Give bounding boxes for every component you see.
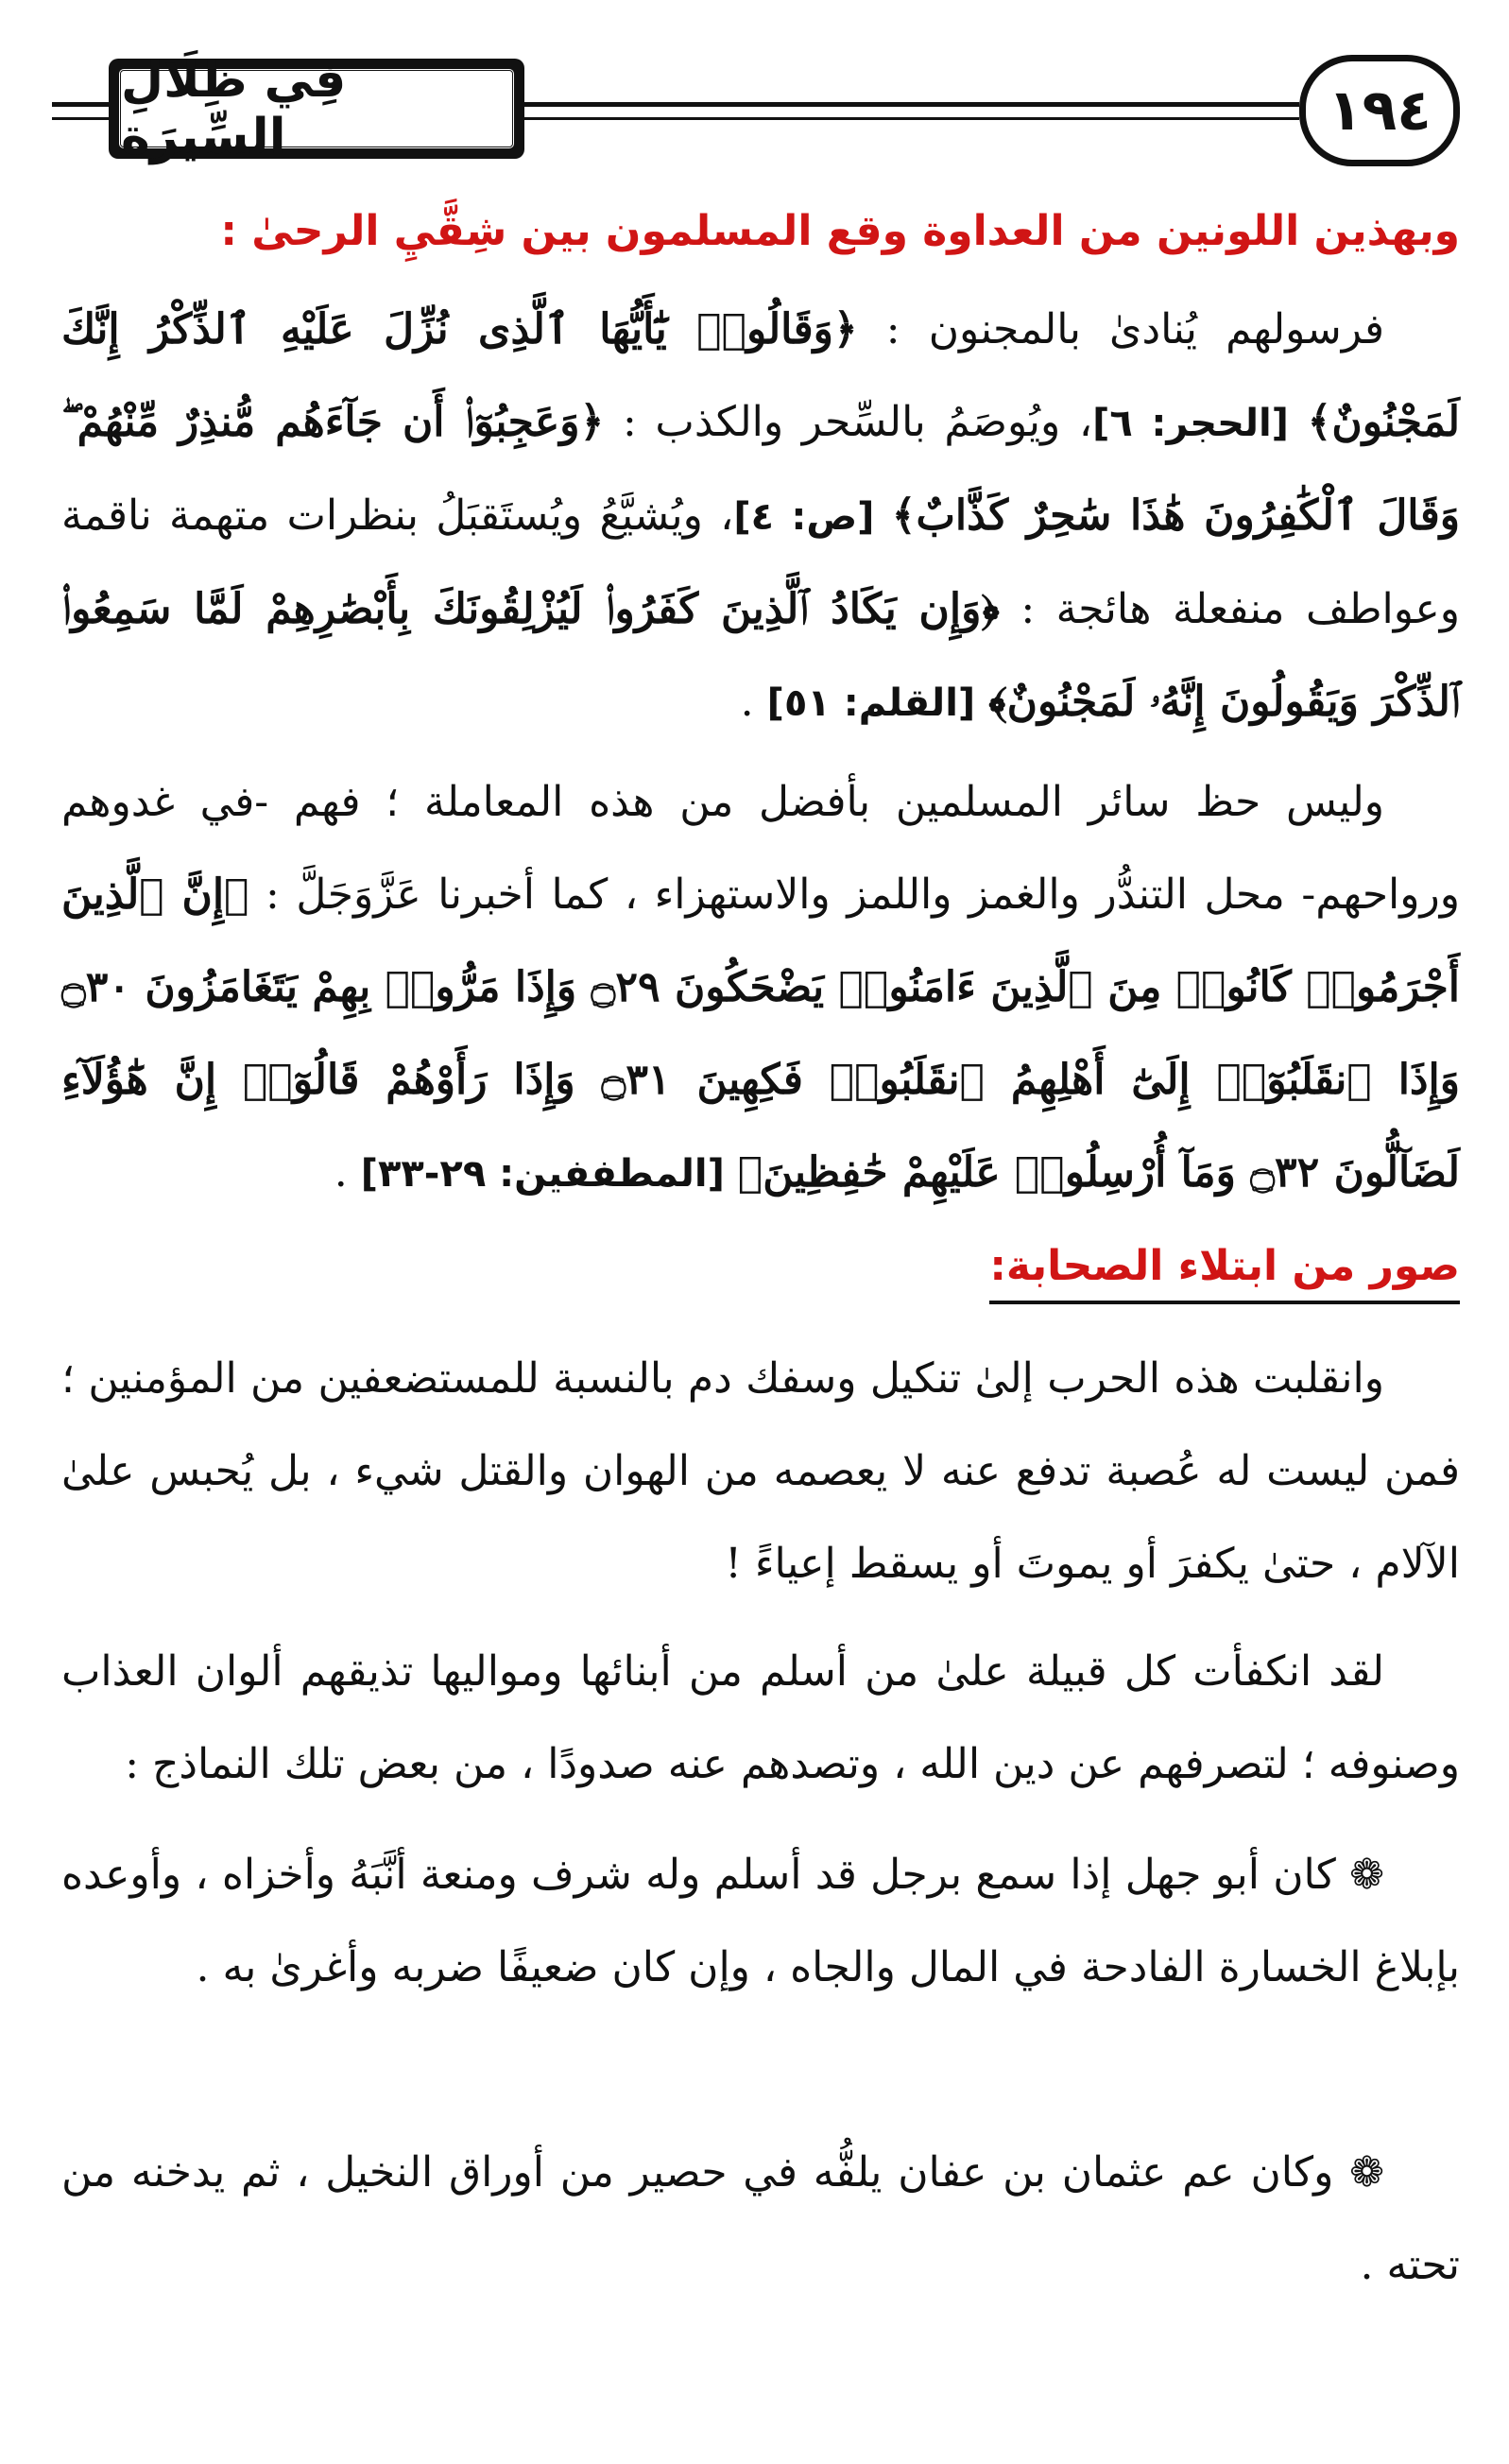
paragraph-text: لقد انكفأت كل قبيلة علىٰ من أسلم من أبنائها ومواليها تذيقهم ألوان العذاب وصنوفه ؛ لتصرفهم عن دين الله ، وتصدهم عنه صدودًا ، من بعض تلك النماذج : bbox=[61, 1647, 1460, 1788]
page-header bbox=[0, 0, 1509, 165]
quran-verse: ﴿وَعَجِبُوٓا۟ أَن جَآءَهُم مُّنذِرٌ مِّنْهُمْ ۖ وَقَالَ ٱلْكَٰفِرُونَ هَٰذَا سَٰحِرٌ كَذَّابٌ﴾ bbox=[61, 398, 1460, 540]
paragraph-text: ❁ كان أبو جهل إذا سمع برجل قد أسلم وله شرف ومنعة أنَّبَهُ وأخزاه ، وأوعده بإبلاغ الخسارة الفادحة في المال والجاه ، وإن كان ضعيفًا ضربه وأغرىٰ به . bbox=[61, 1851, 1460, 1991]
verse-reference: [الحجر: ٦] bbox=[1092, 402, 1289, 445]
paragraph-text: ، ويُشيَّعُ ويُستَقبَلُ بنظرات متهمة ناقمة وعواطف منفعلة هائجة : bbox=[61, 491, 1460, 633]
paragraph-end: . bbox=[334, 1148, 348, 1197]
section-heading: وبهذين اللونين من العداوة وقع المسلمون بين شِقَّيِ الرحىٰ : bbox=[220, 207, 1460, 255]
paragraph-end: . bbox=[740, 678, 754, 726]
verse-reference: [القلم: ٥١] bbox=[766, 681, 976, 725]
quran-verse: ﴿وَإِن يَكَادُ ٱلَّذِينَ كَفَرُوا۟ لَيُزْلِقُونَكَ بِأَبْصَٰرِهِمْ لَمَّا سَمِعُوا۟ ٱلذِّكْرَ وَيَقُولُونَ إِنَّهُۥ لَمَجْنُونٌ﴾ bbox=[61, 585, 1460, 726]
section-heading: صور من ابتلاء الصحابة: bbox=[989, 1238, 1460, 1304]
book-title-frame bbox=[109, 52, 524, 165]
paragraph-3 bbox=[61, 1333, 1460, 1611]
verse-reference: [المطففين: ٢٩-٣٣] bbox=[360, 1152, 725, 1196]
verse-reference: [ص: ٤] bbox=[733, 495, 875, 539]
paragraph-text: ، ويُوصَمُ بالسِّحر والكذب : bbox=[622, 398, 1093, 446]
paragraph-text: فرسولهم يُنادىٰ بالمجنون : bbox=[885, 305, 1385, 353]
quran-verse: ﴿وَقَالُوا۟ يَٰٓأَيُّهَا ٱلَّذِى نُزِّلَ عَلَيْهِ ٱلذِّكْرُ إِنَّكَ لَمَجْنُونٌ﴾ bbox=[61, 305, 1460, 446]
book-title: فِي ظِلَالِ السِّيرَة bbox=[118, 68, 515, 149]
section-1 bbox=[61, 203, 1460, 260]
quran-verse: ﴿إِنَّ ٱلَّذِينَ أَجْرَمُوا۟ كَانُوا۟ مِنَ ٱلَّذِينَ ءَامَنُوا۟ يَضْحَكُونَ ۝٢٩ وَإِذَا مَرُّوا۟ بِهِمْ يَتَغَامَزُونَ ۝٣٠ وَإِذَا ٱنقَلَبُوٓا۟ إِلَىٰٓ أَهْلِهِمُ ٱنقَلَبُوا۟ فَكِهِينَ ۝٣١ وَإِذَا رَأَوْهُمْ قَالُوٓا۟ إِنَّ هَٰٓؤُلَآءِ لَضَآلُّونَ ۝٣٢ وَمَآ أُرْسِلُوا۟ عَلَيْهِمْ حَٰفِظِينَ﴾ bbox=[61, 870, 1460, 1197]
paragraph-6 bbox=[61, 2127, 1460, 2312]
paragraph-2 bbox=[61, 756, 1460, 1220]
paragraph-1 bbox=[61, 284, 1460, 750]
paragraph-text: وانقلبت هذه الحرب إلىٰ تنكيل وسفك دم بالنسبة للمستضعفين من المؤمنين ؛ فمن ليست له عُصبة تدفع عنه لا يعصمه من الهوان والقتل شيء ، بل يُحبس علىٰ الآلام ، حتىٰ يكفرَ أو يموتَ أو يسقط إعياءً ! bbox=[61, 1354, 1460, 1588]
paragraph-5 bbox=[61, 1829, 1460, 2014]
paragraph-text: ❁ وكان عم عثمان بن عفان يلفُّه في حصير من أوراق النخيل ، ثم يدخنه من تحته . bbox=[61, 2148, 1460, 2289]
paragraph-text: وليس حظ سائر المسلمين بأفضل من هذه المعاملة ؛ فهم -في غدوهم ورواحهم- محل التندُّر والغمز واللمز والاستهزاء ، كما أخبرنا عَزَّوَجَلَّ : bbox=[61, 778, 1460, 919]
section-2 bbox=[61, 1238, 1460, 1304]
paragraph-4 bbox=[61, 1626, 1460, 1811]
page-number: ١٩٤ bbox=[1299, 55, 1460, 166]
